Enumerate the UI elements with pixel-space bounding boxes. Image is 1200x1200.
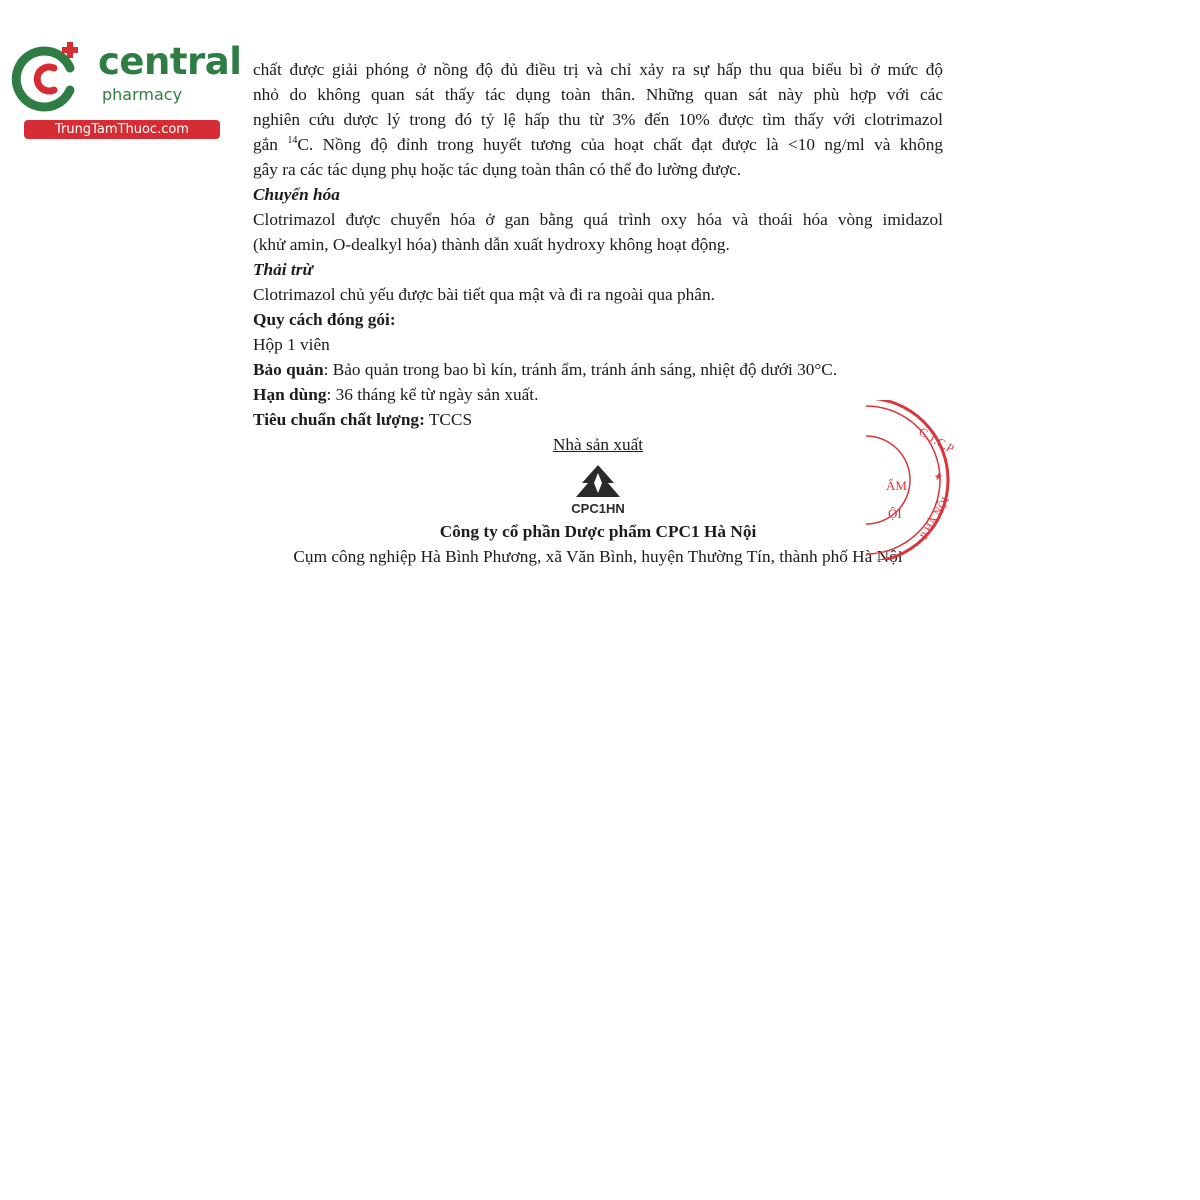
- brand-name: central: [98, 40, 242, 83]
- pharmacy-logo-icon: [10, 38, 90, 118]
- manufacturer-heading: Nhà sản xuất: [552, 435, 644, 454]
- absorption-line-5: gây ra các tác dụng phụ hoặc tác dụng toàn thân có thể đo lường được.: [253, 160, 742, 179]
- packaging-label: Quy cách đóng gói:: [253, 310, 396, 329]
- storage-label: Bảo quản: [253, 360, 324, 379]
- standard-value: TCCS: [424, 410, 473, 429]
- manufacturer-block: [253, 432, 943, 569]
- absorption-line-4-pre: gắn: [253, 135, 288, 154]
- stamp-text-side: P HÀ NỘI: [918, 495, 952, 542]
- absorption-line-3: nghiên cứu dược lý trong đó tỷ lệ hấp thu từ 3% đến 10% được tìm thấy với clotrimazol: [253, 110, 943, 129]
- stamp-text-top: C.T.C.P: [916, 424, 957, 456]
- standard-line: [253, 407, 943, 432]
- cpc1hn-logo: [558, 459, 638, 519]
- stamp-star-icon: ★: [934, 472, 943, 483]
- metabolism-heading: Chuyển hóa: [253, 185, 340, 204]
- storage-value: : Bảo quản trong bao bì kín, tránh ẩm, tránh ánh sáng, nhiệt độ dưới 30°C.: [323, 360, 838, 379]
- packaging-value: Hộp 1 viên: [253, 335, 330, 354]
- metabolism-line-1: Clotrimazol được chuyển hóa ở gan bằng quá trình oxy hóa và thoái hóa vòng imidazol: [253, 210, 943, 229]
- stamp-text-mid2: ỘI: [888, 506, 902, 521]
- storage-line: [253, 357, 943, 382]
- excretion-heading: Thải trừ: [253, 260, 313, 279]
- expiry-label: Hạn dùng: [253, 385, 327, 404]
- absorption-line-2: nhỏ do không quan sát thấy tác dụng toàn thân. Những quan sát này phù hợp với các: [253, 85, 943, 104]
- company-address: Cụm công nghiệp Hà Bình Phương, xã Văn Bình, huyện Thường Tín, thành phố Hà Nội: [293, 547, 903, 566]
- company-seal-stamp: [866, 400, 976, 560]
- metabolism-line-2: (khử amin, O-dealkyl hóa) thành dẫn xuất hydroxy không hoạt động.: [253, 235, 730, 254]
- brand-subtitle: pharmacy: [102, 85, 183, 104]
- absorption-line-4-post: C. Nồng độ đỉnh trong huyết tương của hoạt chất đạt được là <10 ng/ml và không: [297, 135, 943, 154]
- website-label: TrungTamThuoc.com: [24, 120, 220, 139]
- expiry-line: [253, 382, 943, 407]
- central-pharmacy-logo: [10, 38, 242, 138]
- isotope-superscript: 14: [287, 135, 298, 147]
- excretion-text: Clotrimazol chủ yếu được bài tiết qua mật và đi ra ngoài qua phân.: [253, 285, 715, 304]
- absorption-line-1: chất được giải phóng ở nồng độ đủ điều trị và chỉ xảy ra sự hấp thu qua biểu bì ở mức độ: [253, 60, 943, 79]
- cpc1hn-logo-text: CPC1HN: [571, 501, 625, 516]
- stamp-text-mid1: ẨM: [886, 478, 907, 493]
- standard-label: Tiêu chuẩn chất lượng:: [253, 410, 425, 429]
- document-body: [253, 57, 943, 569]
- company-name: Công ty cổ phần Dược phẩm CPC1 Hà Nội: [439, 522, 757, 541]
- expiry-value: : 36 tháng kể từ ngày sản xuất.: [326, 385, 539, 404]
- absorption-line-4: [253, 132, 943, 157]
